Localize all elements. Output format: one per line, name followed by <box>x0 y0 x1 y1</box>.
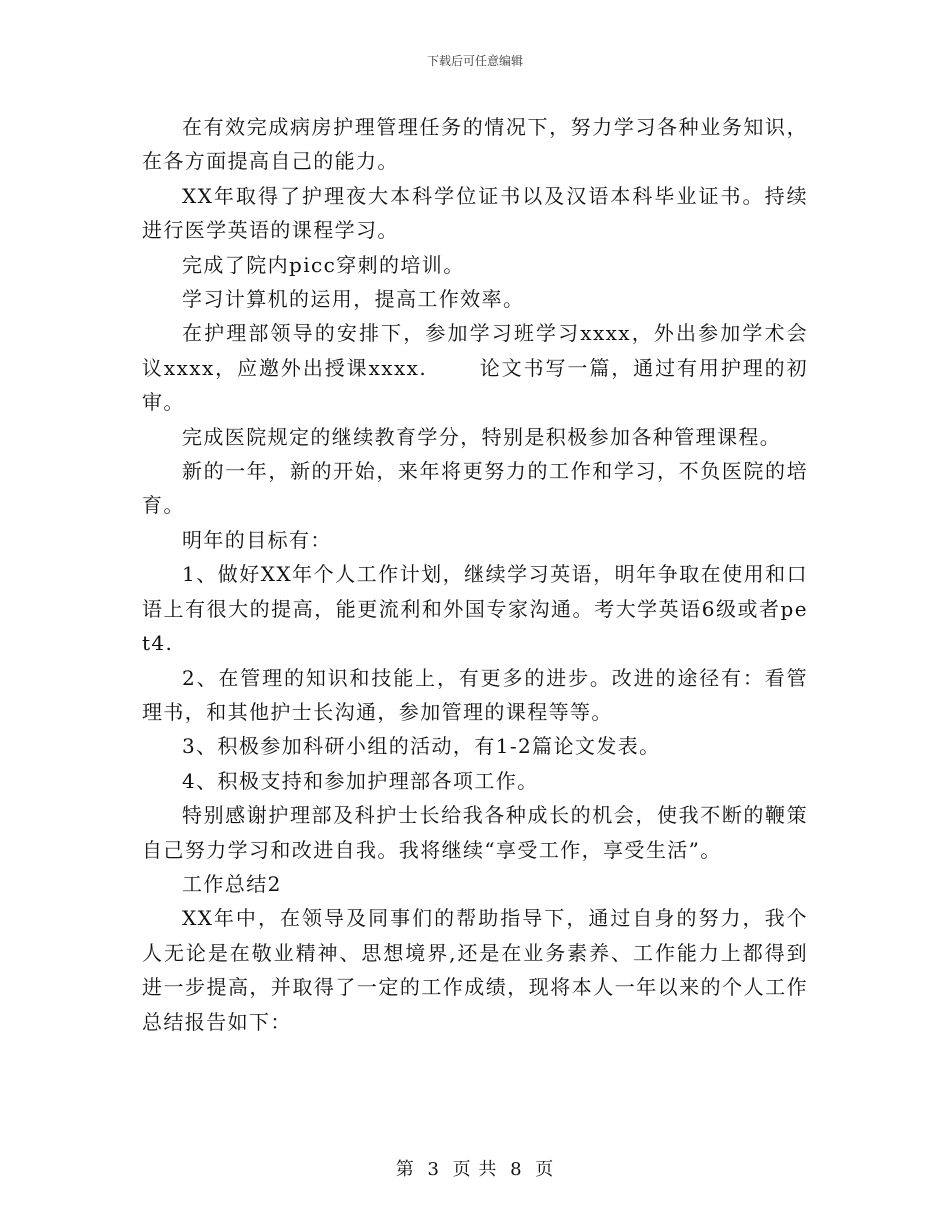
paragraph: 在护理部领导的安排下，参加学习班学习xxxx，外出参加学术会议xxxx，应邀外出授课xxxx. 论文书写一篇，通过有用护理的初审。 <box>142 321 808 415</box>
paragraph: XX年取得了护理夜大本科学位证书以及汉语本科毕业证书。持续进行医学英语的课程学习。 <box>142 183 808 243</box>
paragraph: 4、积极支持和参加护理部各项工作。 <box>182 768 539 793</box>
paragraph: 完成了院内picc穿刺的培训。 <box>182 252 465 277</box>
paragraph: 2、在管理的知识和技能上，有更多的进步。改进的途径有：看管理书，和其他护士长沟通，参加管理的课程等等。 <box>142 665 808 724</box>
paragraph: 新的一年，新的开始，来年将更努力的工作和学习，不负医院的培育。 <box>142 459 808 518</box>
paragraph: 明年的目标有： <box>182 527 332 552</box>
footer-prefix: 第 <box>395 1159 415 1180</box>
paragraph: 在有效完成病房护理管理任务的情况下，努力学习各种业务知识，在各方面提高自己的能力。 <box>142 115 808 174</box>
footer-suffix: 页 <box>535 1159 555 1180</box>
paragraph: 特别感谢护理部及科护士长给我各种成长的机会，使我不断的鞭策自己努力学习和改进自我。我将继续“享受工作，享受生活”。 <box>142 803 808 862</box>
current-page-number: 3 <box>427 1159 440 1180</box>
paragraph: 3、积极参加科研小组的活动，有1-2篇论文发表。 <box>182 734 661 759</box>
paragraph: 完成医院规定的继续教育学分，特别是积极参加各种管理课程。 <box>182 424 782 449</box>
page-header: 下载后可任意编辑 <box>426 54 523 68</box>
footer-middle: 页 共 <box>452 1159 498 1180</box>
paragraph: XX年中，在领导及同事们的帮助指导下，通过自身的努力，我个人无论是在敬业精神、思想境界,还是在业务素养、工作能力上都得到进一步提高，并取得了一定的工作成绩，现将本人一年以来的个人工作总结报告如下： <box>142 906 808 1034</box>
paragraph: 学习计算机的运用，提高工作效率。 <box>182 287 525 312</box>
total-page-count: 8 <box>510 1159 523 1180</box>
page-footer <box>0 1155 950 1181</box>
paragraph: 1、做好XX年个人工作计划，继续学习英语，明年争取在使用和口语上有很大的提高，能更流利和外国专家沟通。考大学英语6级或者pet4. <box>142 562 808 656</box>
document-body <box>142 110 808 1039</box>
section-heading: 工作总结2 <box>182 871 282 896</box>
